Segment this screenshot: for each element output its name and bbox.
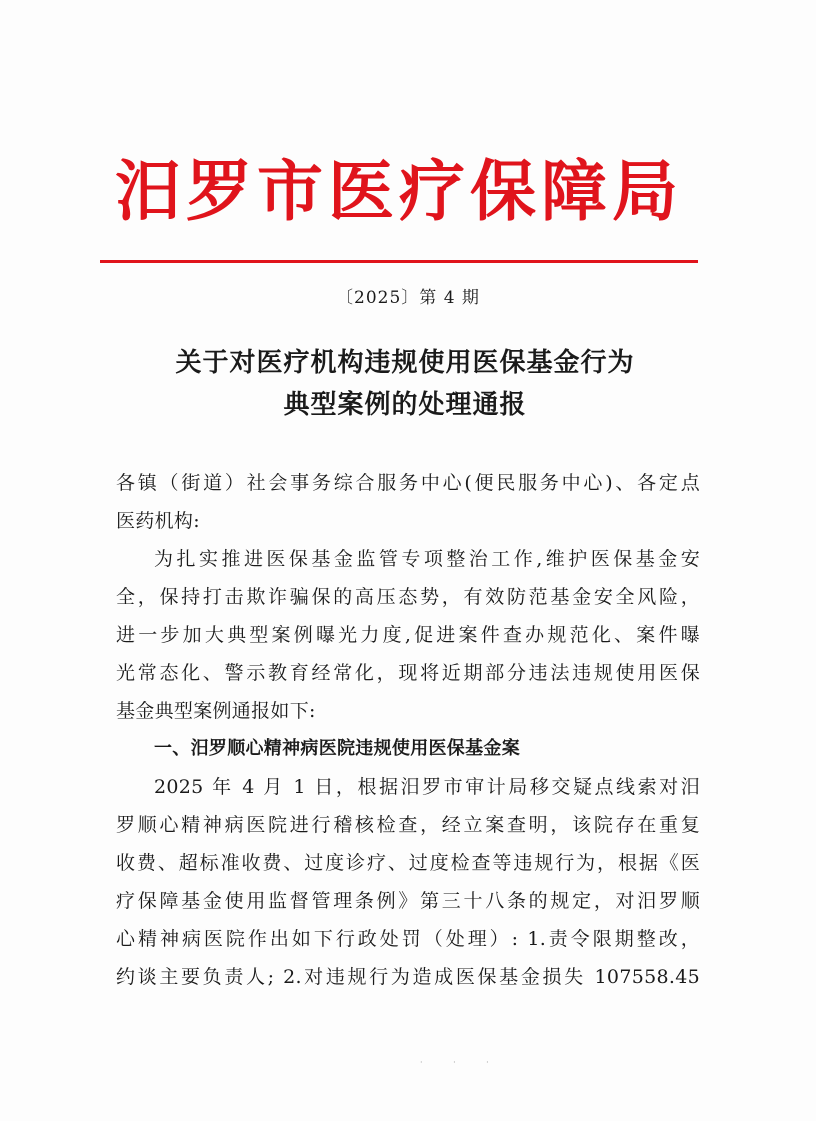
intro-line: 为扎实推进医保基金监管专项整治工作,维护医保基金安 xyxy=(154,548,700,570)
section-1-line: 心精神病医院作出如下行政处罚（处理）: 1.责令限期整改， xyxy=(116,928,700,950)
intro-line: 光常态化、警示教育经常化，现将近期部分违法违规使用医保 xyxy=(116,662,700,684)
section-1-line: 2025 年 4 月 1 日，根据汨罗市审计局移交疑点线索对汨 xyxy=(154,776,700,798)
document-title-line-2: 典型案例的处理通报 xyxy=(283,390,527,420)
document-title-line-1: 关于对医疗机构违规使用医保基金行为 xyxy=(175,348,635,378)
addressee-line-1: 各镇（街道）社会事务综合服务中心(便民服务中心)、各定点 xyxy=(116,472,700,494)
section-1-line: 罗顺心精神病医院进行稽核检查，经立案查明，该院存在重复 xyxy=(116,814,700,836)
addressee xyxy=(116,464,700,540)
intro-line: 进一步加大典型案例曝光力度,促进案件查办规范化、案件曝 xyxy=(116,624,700,646)
intro-line: 基金典型案例通报如下: xyxy=(116,700,316,722)
scan-artifact-marks: · · · xyxy=(420,1058,503,1067)
section-1-line: 约谈主要负责人; 2.对违规行为造成医保基金损失 107558.45 xyxy=(116,966,700,988)
section-1-line: 疗保障基金使用监督管理条例》第三十八条的规定，对汨罗顺 xyxy=(116,890,700,912)
addressee-line-2: 医药机构: xyxy=(116,510,200,532)
document-title xyxy=(100,342,710,426)
red-separator-line xyxy=(100,260,698,263)
agency-masthead: 汨罗市医疗保障局 xyxy=(115,152,683,230)
document-body xyxy=(116,464,700,996)
intro-line: 全，保持打击欺诈骗保的高压态势，有效防范基金安全风险， xyxy=(116,586,700,608)
section-1-paragraph xyxy=(116,768,700,996)
section-1-heading: 一、汨罗顺心精神病医院违规使用医保基金案 xyxy=(154,738,520,759)
intro-paragraph xyxy=(116,540,700,730)
section-1-line: 收费、超标准收费、过度诊疗、过度检查等违规行为，根据《医 xyxy=(116,852,700,874)
issue-number: 〔2025〕第 4 期 xyxy=(336,288,480,308)
